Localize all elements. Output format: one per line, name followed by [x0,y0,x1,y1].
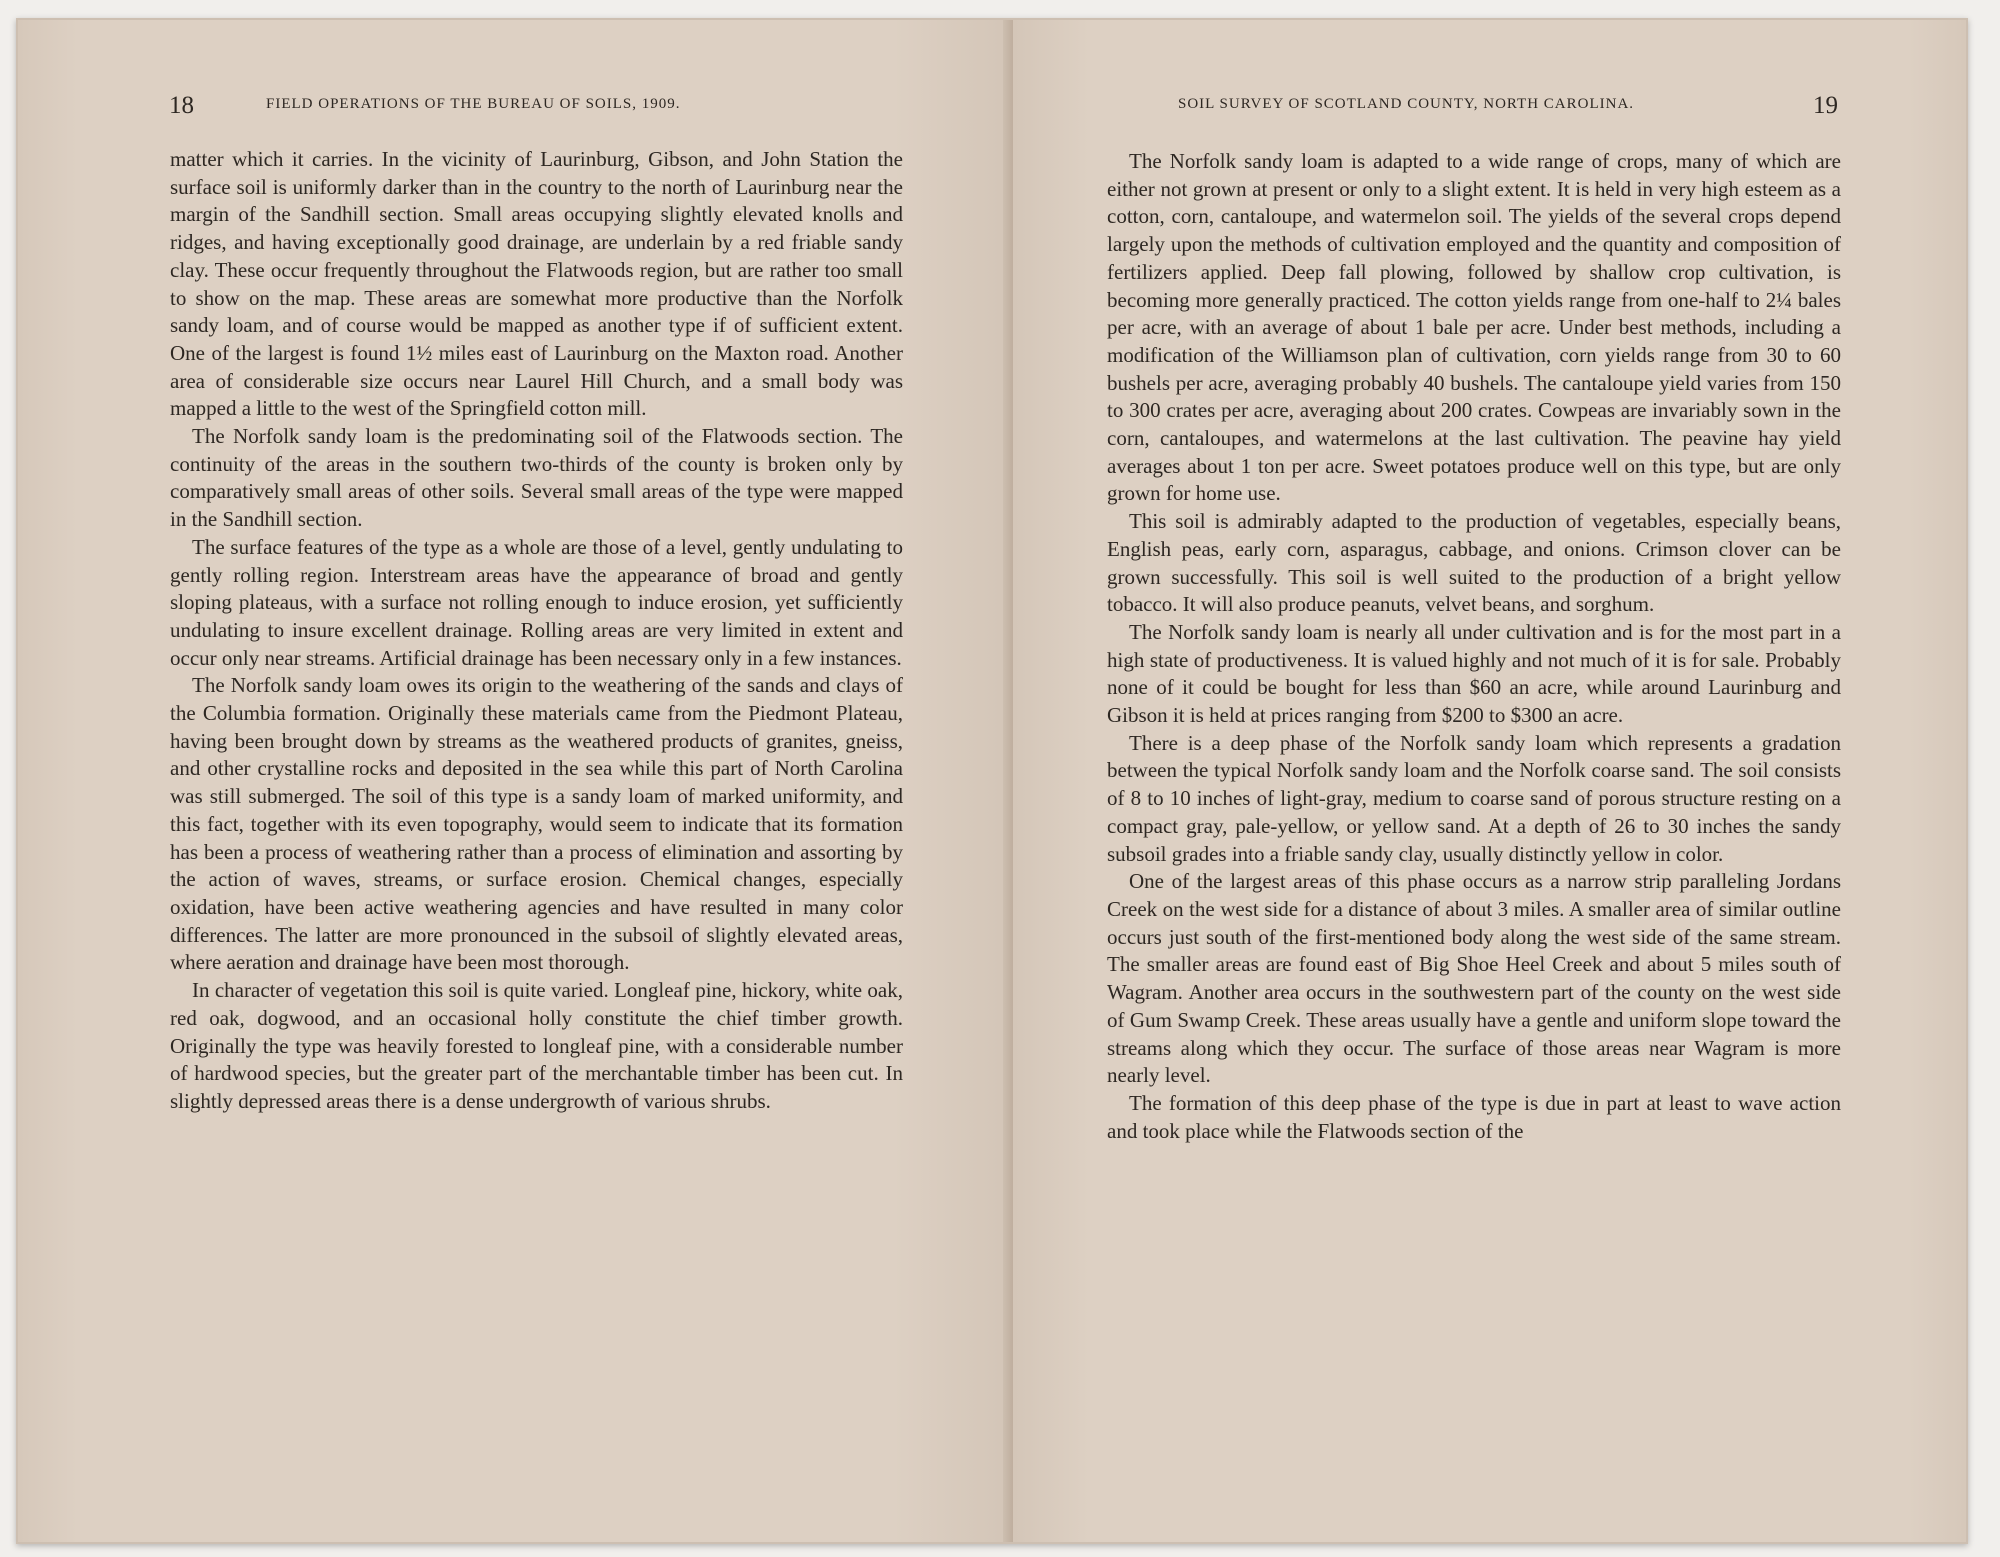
right-page-body [1107,148,1841,1145]
paragraph: There is a deep phase of the Norfolk sandy loam which represents a gradation between the typical Norfolk sandy loam and the Norfolk coarse sand. The soil consists of 8 to 10 inches of light-gray, medium to coarse sand of porous structure resting on a compact gray, pale-yellow, or yellow sand. At a depth of 26 to 30 inches the sandy subsoil grades into a friable sandy clay, usually distinctly yellow in color. [1107,730,1841,866]
paragraph: The formation of this deep phase of the type is due in part at least to wave action and took place while the Flatwoods section of the [1107,1090,1841,1143]
left-page-body [170,146,903,1116]
paragraph: The Norfolk sandy loam is adapted to a wide range of crops, many of which are either not grown at present or only to a slight extent. It is held in very high esteem as a cotton, corn, cantaloupe, and watermelon soil. The yields of the several crops depend largely upon the methods of cultivation employed and the quantity and composition of fertilizers applied. Deep fall plowing, followed by shallow crop cultivation, is becoming more generally practiced. The cotton yields range from one-half to 2¼ bales per acre, with an average of about 1 bale per acre. Under best methods, including a modification of the Williamson plan of cultivation, corn yields range from 30 to 60 bushels per acre, averaging probably 40 bushels. The cantaloupe yield varies from 150 to 300 crates per acre, averaging about 200 crates. Cowpeas are invariably sown in the corn, cantaloupes, and watermelons at the last cultivation. The peavine hay yield averages about 1 ton per acre. Sweet potatoes produce well on this type, but are only grown for home use. [1107,149,1841,506]
running-head: FIELD OPERATIONS OF THE BUREAU OF SOILS, 1909. [266,96,681,112]
running-head: SOIL SURVEY OF SCOTLAND COUNTY, NORTH CAROLINA. [1178,96,1635,112]
paragraph: The Norfolk sandy loam is nearly all under cultivation and is for the most part in a high state of productiveness. It is valued highly and not much of it is for sale. Probably none of it could be bought for less than $60 an acre, while around Laurinburg and Gibson it is held at prices ranging from $200 to $300 an acre. [1107,619,1841,728]
right-page [1013,20,1966,1542]
left-page [18,20,1013,1542]
paragraph: In character of vegetation this soil is quite varied. Longleaf pine, hickory, white oak, red oak, dogwood, and an occasional holly constitute the chief timber growth. Originally the type was heavily forested to longleaf pine, with a considerable number of hardwood species, but the greater part of the merchantable timber has been cut. In slightly depressed areas there is a dense undergrowth of various shrubs. [170,978,903,1113]
page-number: 18 [169,92,194,119]
open-book [16,18,1968,1544]
page-number: 19 [1813,92,1838,119]
paragraph: One of the largest areas of this phase occurs as a narrow strip paralleling Jordans Creek on the west side for a distance of about 3 miles. A smaller area of similar outline occurs just south of the first-mentioned body along the west side of the same stream. The smaller areas are found east of Big Shoe Heel Creek and about 5 miles south of Wagram. Another area occurs in the southwestern part of the county on the west side of Gum Swamp Creek. These areas usually have a gentle and uniform slope toward the streams along which they occur. The surface of those areas near Wagram is more nearly level. [1107,869,1841,1088]
paragraph: The Norfolk sandy loam is the predominating soil of the Flatwoods section. The continuity of the areas in the southern two-thirds of the county is broken only by comparatively small areas of other soils. Several small areas of the type were mapped in the Sandhill section. [170,424,903,532]
paragraph: matter which it carries. In the vicinity of Laurinburg, Gibson, and John Station the surface soil is uniformly darker than in the country to the north of Laurinburg near the margin of the Sandhill section. Small areas occupying slightly elevated knolls and ridges, and having exceptionally good drainage, are underlain by a red friable sandy clay. These occur frequently throughout the Flatwoods region, but are rather too small to show on the map. These areas are somewhat more productive than the Norfolk sandy loam, and of course would be mapped as another type if of sufficient extent. One of the largest is found 1½ miles east of Laurinburg on the Maxton road. Another area of considerable size occurs near Laurel Hill Church, and a small body was mapped a little to the west of the Springfield cotton mill. [170,147,903,421]
paragraph: This soil is admirably adapted to the production of vegetables, especially beans, English peas, early corn, asparagus, cabbage, and onions. Crimson clover can be grown successfully. This soil is well suited to the production of a bright yellow tobacco. It will also produce peanuts, velvet beans, and sorghum. [1107,509,1841,617]
paragraph: The surface features of the type as a whole are those of a level, gently undulating to gently rolling region. Interstream areas have the appearance of broad and gently sloping plateaus, with a surface not rolling enough to induce erosion, yet sufficiently undulating to insure excellent drainage. Rolling areas are very limited in extent and occur only near streams. Artificial drainage has been necessary only in a few instances. [170,534,903,670]
paragraph: The Norfolk sandy loam owes its origin to the weathering of the sands and clays of the Columbia formation. Originally these materials came from the Piedmont Plateau, having been brought down by streams as the weathered products of granites, gneiss, and other crystalline rocks and deposited in the sea while this part of North Carolina was still submerged. The soil of this type is a sandy loam of marked uniformity, and this fact, together with its even topography, would seem to indicate that its formation has been a process of weathering rather than a process of elimination and assorting by the action of waves, streams, or surface erosion. Chemical changes, especially oxidation, have been active weathering agencies and have resulted in many color differences. The latter are more pronounced in the subsoil of slightly elevated areas, where aeration and drainage have been most thorough. [170,673,903,975]
